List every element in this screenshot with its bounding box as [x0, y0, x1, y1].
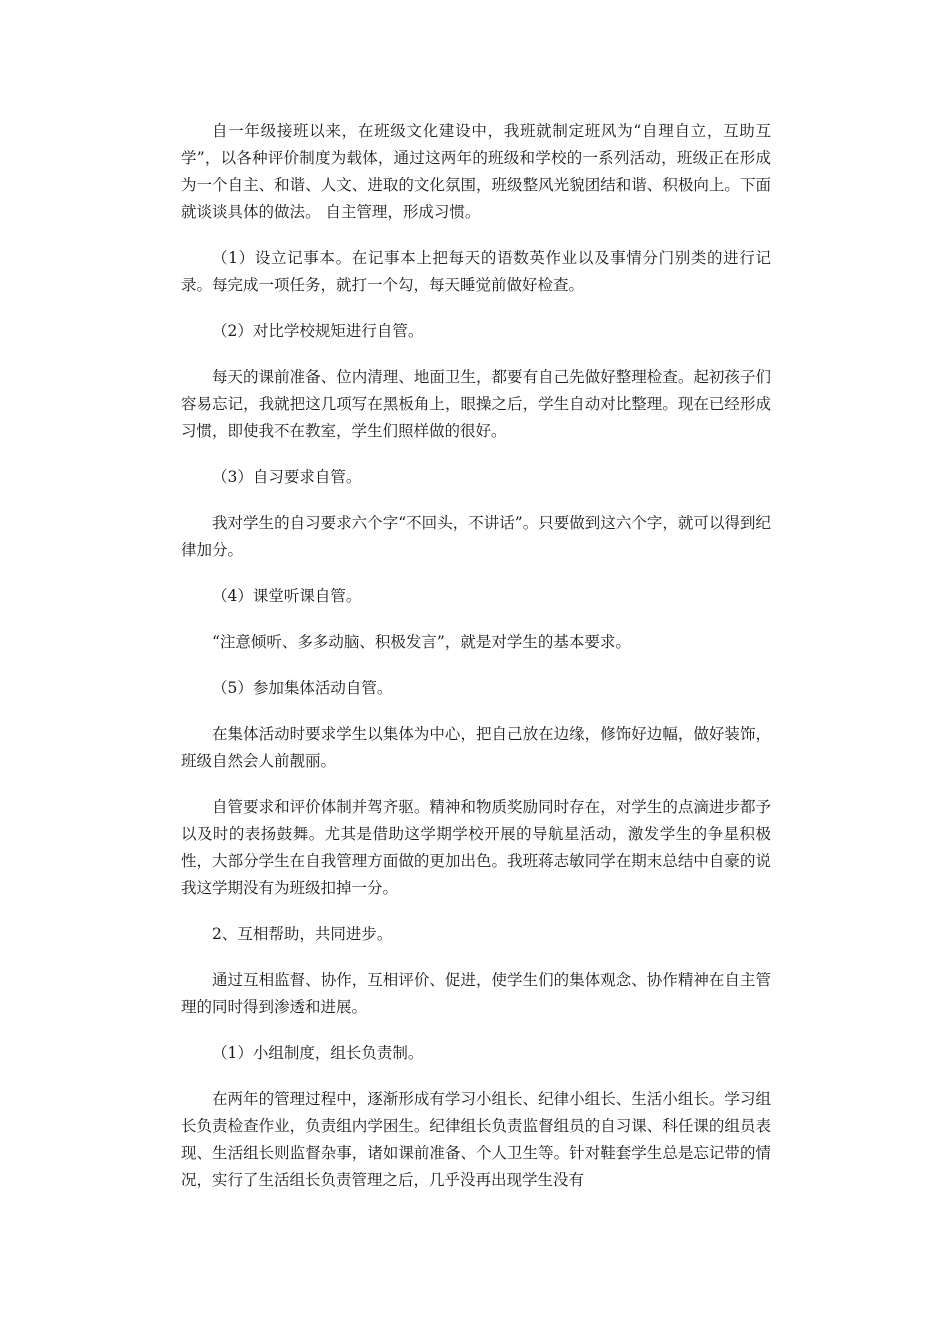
paragraph-item-5-body: 在集体活动时要求学生以集体为中心，把自己放在边缘，修饰好边幅，做好装饰，班级自然会人前靓丽。	[181, 725, 771, 770]
paragraph-item-1-notebook: （1）设立记事本。在记事本上把每天的语数英作业以及事情分门别类的进行记录。每完成一项任务，就打一个勾，每天睡觉前做好检查。	[181, 249, 771, 294]
paragraph-item-3-heading: （3）自习要求自管。	[212, 468, 362, 486]
paragraph-item-3-body: 我对学生的自习要求六个字“不回头，不讲话”。只要做到这六个字，就可以得到纪律加分。	[181, 514, 771, 559]
paragraph-group-body: 在两年的管理过程中，逐渐形成有学习小组长、纪律小组长、生活小组长。学习组长负责检查作业，负责组内学困生。纪律组长负责监督组员的自习课、科任课的组员表现、生活组长则监督杂事，诸如课前准备、个人卫生等。针对鞋套学生总是忘记带的情况，实行了生活组长负责管理之后，几乎没再出现学生没有	[181, 1090, 771, 1189]
paragraph-item-4-body: “注意倾听、多多动脑、积极发言”，就是对学生的基本要求。	[212, 633, 631, 651]
paragraph-group-heading: （1）小组制度，组长负责制。	[212, 1044, 424, 1062]
paragraph-item-5-heading: （5）参加集体活动自管。	[212, 679, 393, 697]
paragraph-section-2-body: 通过互相监督、协作，互相评价、促进，使学生们的集体观念、协作精神在自主管理的同时得到渗透和进展。	[181, 971, 771, 1016]
paragraph-item-4-heading: （4）课堂听课自管。	[212, 587, 362, 605]
document-body	[181, 118, 771, 1213]
paragraph-item-2-heading: （2）对比学校规矩进行自管。	[212, 322, 424, 340]
paragraph-item-2-body: 每天的课前准备、位内清理、地面卫生，都要有自己先做好整理检查。起初孩子们容易忘记，我就把这几项写在黑板角上，眼操之后，学生自动对比整理。现在已经形成习惯，即使我不在教室，学生们照样做的很好。	[181, 368, 771, 440]
paragraph-section-2-heading: 2、互相帮助，共同进步。	[212, 925, 393, 943]
paragraph-evaluation: 自管要求和评价体制并驾齐驱。精神和物质奖励同时存在，对学生的点滴进步都予以及时的表扬鼓舞。尤其是借助这学期学校开展的导航星活动，激发学生的争星积极性，大部分学生在自我管理方面做的更加出色。我班蒋志敏同学在期末总结中自豪的说我这学期没有为班级扣掉一分。	[181, 798, 771, 897]
paragraph-intro: 自一年级接班以来，在班级文化建设中，我班就制定班风为“自理自立，互助互学”，以各种评价制度为载体，通过这两年的班级和学校的一系列活动，班级正在形成为一个自主、和谐、人文、进取的文化氛围，班级整风光貌团结和谐、积极向上。下面就谈谈具体的做法。 自主管理，形成习惯。	[181, 122, 771, 221]
